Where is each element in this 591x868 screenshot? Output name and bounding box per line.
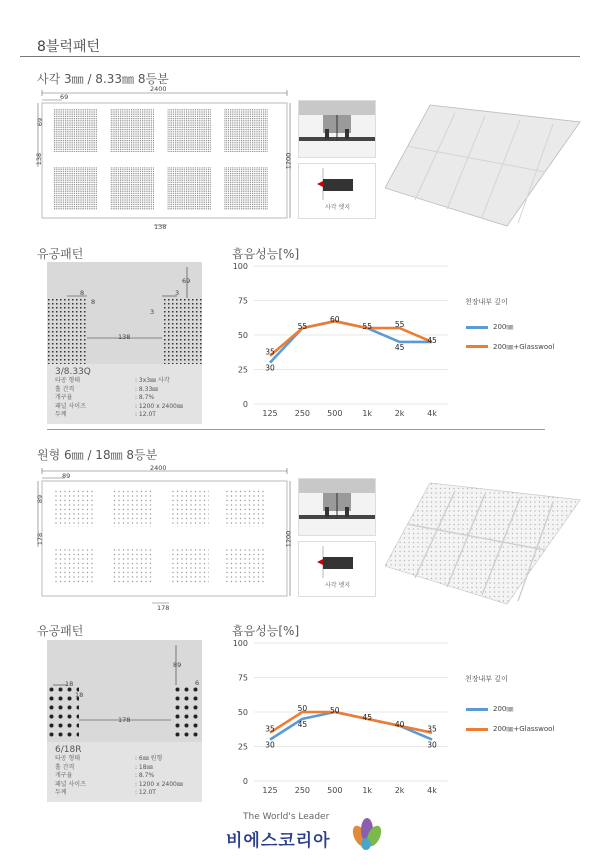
data-label: 55 [394, 320, 405, 330]
y-tick-label: 75 [237, 673, 248, 683]
data-label: 35 [265, 347, 275, 357]
x-tick-label: 125 [262, 786, 278, 795]
x-tick-label: 2k [394, 409, 405, 418]
s1-grid-detail-image [298, 100, 376, 158]
data-label: 50 [297, 704, 308, 713]
s1-legend-200: 200㎜ [493, 323, 514, 331]
data-label: 50 [330, 706, 340, 715]
section1-panel-layout [32, 85, 297, 235]
page-title: 8블럭패턴 [37, 39, 101, 55]
data-label: 55 [297, 322, 308, 332]
s2-legend-swatch-200 [466, 708, 488, 711]
s1-perf-dim-b: 8 [91, 298, 96, 306]
x-tick-label: 250 [294, 786, 311, 795]
s1-spec-code: 3/8.33Q [55, 367, 91, 377]
data-label: 45 [297, 719, 308, 729]
data-label: 35 [265, 724, 275, 734]
s2-spec-box [47, 742, 202, 802]
s2-ceiling-render [385, 478, 585, 608]
s1-perf-pattern [47, 262, 202, 364]
logo-name: 비에스코리아 [226, 831, 331, 851]
x-tick-label: 125 [262, 409, 278, 418]
data-label: 40 [394, 719, 405, 729]
s1-dim-total: 2400 [150, 85, 167, 93]
s2-chart-title: 흡음성능[%] [232, 624, 300, 638]
y-tick-label: 0 [242, 777, 248, 786]
s2-spec-keys: 타공 형태 홀 간격 개구율 패널 사이즈 두께 [55, 755, 86, 796]
s1-ceiling-render [385, 100, 585, 230]
s2-grid-detail-image [298, 478, 376, 536]
data-label: 35 [427, 724, 437, 734]
section2-title: 원형 6㎜ / 18㎜ 8등분 [37, 448, 158, 462]
y-tick-label: 100 [232, 639, 248, 648]
s2-dim-bottom-gap: 178 [157, 604, 170, 612]
section2-panel-layout [32, 463, 297, 613]
s2-legend-swatch-glasswool [466, 728, 488, 731]
x-tick-label: 4k [427, 786, 437, 795]
s1-legend-swatch-200 [466, 326, 488, 329]
s2-edge-label: 사각 엣지 [325, 582, 351, 589]
header-divider [20, 56, 580, 57]
s1-perf-title: 유공패턴 [37, 247, 84, 261]
s2-legend-200: 200㎜ [493, 705, 514, 713]
s2-dim-total: 2400 [150, 464, 167, 472]
y-tick-label: 50 [237, 331, 248, 340]
data-label: 30 [427, 740, 437, 750]
s2-perf-dim-a: 18 [65, 680, 74, 688]
s2-dim-left-mid: 178 [36, 532, 45, 546]
s1-perf-dim-a: 8 [80, 289, 85, 297]
s1-edge-detail [298, 163, 376, 219]
y-tick-label: 100 [232, 262, 248, 271]
s2-spec-code: 6/18R [55, 745, 82, 755]
s1-spec-keys: 타공 형태 홀 간격 개구율 패널 사이즈 두께 [55, 377, 86, 418]
s1-dim-height: 1200 [284, 152, 293, 170]
x-tick-label: 500 [327, 409, 343, 418]
s1-dim-left-top: 69 [36, 117, 45, 127]
s2-perf-pattern [47, 640, 202, 742]
x-tick-label: 250 [294, 409, 311, 418]
s2-edge-detail [298, 541, 376, 597]
data-label: 30 [265, 740, 275, 750]
s1-spec-values: : 3x3㎜ 사각 : 8.33㎜ : 8.7% : 1200 x 2400㎜ : 12.0T [135, 377, 183, 418]
series-line-0 [270, 321, 432, 362]
y-tick-label: 25 [237, 365, 248, 375]
s2-dim-left-top: 89 [36, 494, 45, 504]
y-tick-label: 0 [242, 400, 248, 409]
data-label: 55 [362, 322, 372, 332]
s2-legend-glasswool: 200㎜+Glasswool [493, 725, 555, 733]
s2-perf-dim-top: 89 [173, 661, 182, 669]
y-tick-label: 50 [237, 708, 248, 717]
s2-perf-title: 유공패턴 [37, 624, 84, 638]
x-tick-label: 1k [362, 409, 373, 418]
y-tick-label: 25 [237, 742, 248, 752]
s2-spec-values: : 6㎜ 원형 : 18㎜ : 8.7% : 1200 x 2400㎜ : 12.0T [135, 755, 183, 796]
s2-perf-dim-c: 6 [195, 679, 200, 687]
s1-spec-box [47, 364, 202, 424]
x-tick-label: 2k [394, 786, 405, 795]
s1-dim-left-mid: 138 [35, 152, 44, 166]
data-label: 45 [427, 335, 437, 345]
s1-dim-margin: 69 [60, 93, 69, 101]
x-tick-label: 500 [327, 786, 343, 795]
section1-title: 사각 3㎜ / 8.33㎜ 8등분 [37, 72, 169, 86]
s1-perf-dim-top: 69 [182, 277, 191, 285]
s1-perf-dim-c: 3 [175, 289, 180, 297]
s2-perf-dim-gap: 178 [118, 716, 131, 724]
logo-tagline: The World's Leader [243, 812, 330, 822]
data-label: 45 [394, 342, 405, 352]
s1-perf-dim-gap: 138 [118, 333, 131, 341]
s1-legend-glasswool: 200㎜+Glasswool [493, 343, 555, 351]
s1-legend-swatch-glasswool [466, 345, 488, 348]
s1-edge-label: 사각 엣지 [325, 204, 351, 211]
x-tick-label: 1k [362, 786, 373, 795]
s2-dim-margin: 89 [62, 472, 71, 480]
s1-dim-bottom-gap: 138 [154, 223, 167, 231]
s2-legend-title: 천장내부 깊이 [465, 675, 508, 683]
s2-dim-height: 1200 [284, 530, 293, 548]
s2-chart [228, 635, 458, 795]
s1-perf-dim-d: 3 [150, 308, 155, 316]
s1-chart-title: 흡음성능[%] [232, 247, 300, 261]
data-label: 45 [362, 712, 372, 722]
section-divider [47, 429, 545, 430]
x-tick-label: 4k [427, 409, 437, 418]
data-label: 60 [330, 315, 340, 325]
s1-legend-title: 천장내부 깊이 [465, 298, 508, 306]
y-tick-label: 75 [237, 296, 248, 306]
s1-chart [228, 258, 458, 418]
logo-leaf-icon [350, 814, 382, 852]
data-label: 30 [265, 363, 275, 373]
s2-perf-dim-b: 18 [75, 691, 84, 699]
